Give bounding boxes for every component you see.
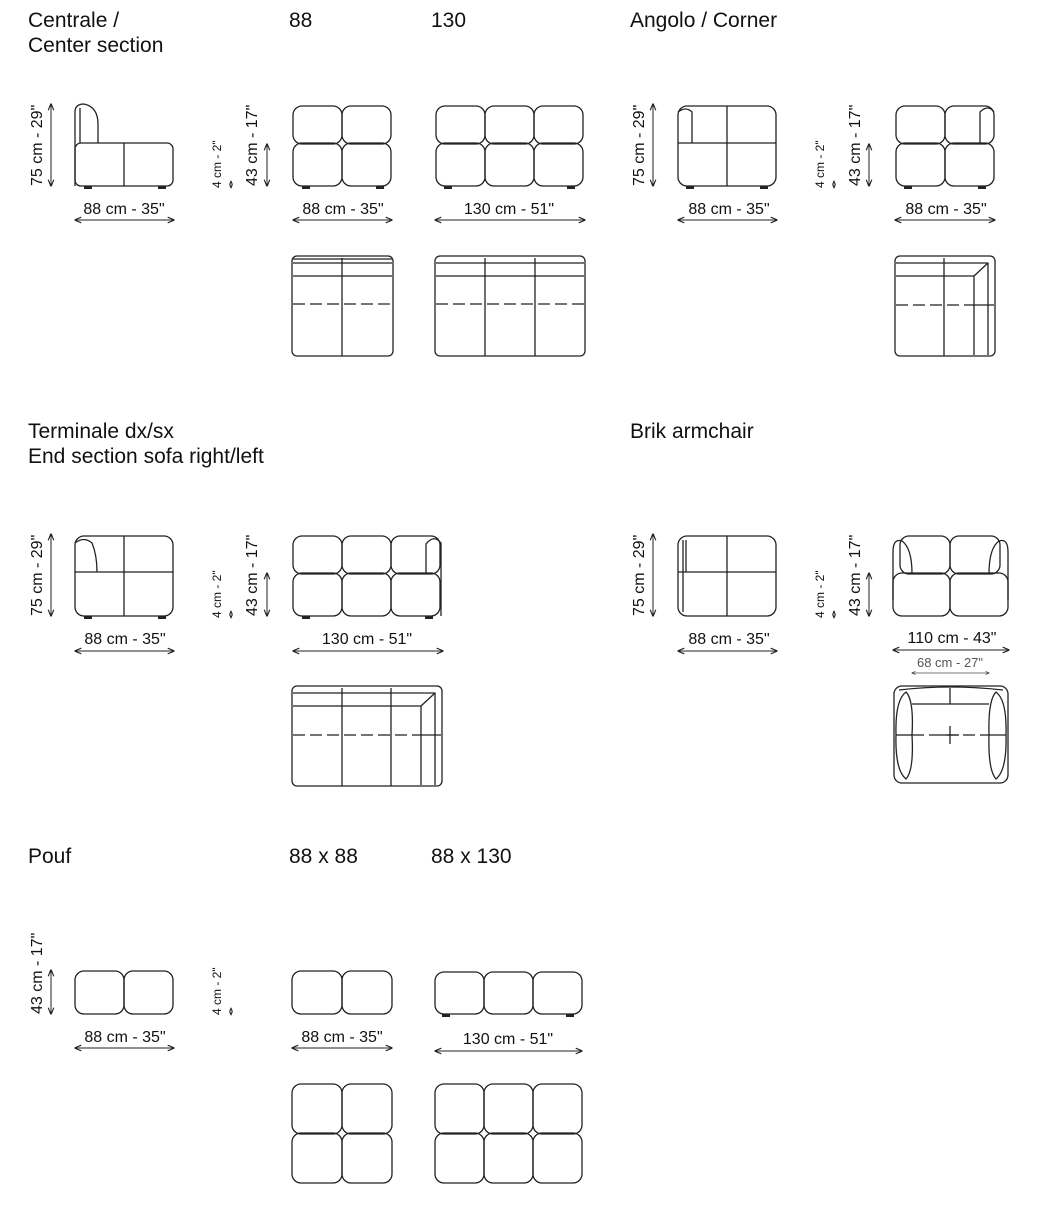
end-height-markers: [210, 535, 267, 618]
section-center: [28, 9, 585, 356]
center-front-130-width-label: 130 cm - 51": [463, 201, 555, 218]
center-front-130: [435, 106, 585, 220]
corner-side-depth-label: 88 cm - 35": [688, 201, 770, 218]
corner-height-markers: [813, 105, 869, 188]
end-seat-height-label: 43 cm - 17": [244, 534, 261, 616]
corner-side-height-label: 75 cm - 29": [631, 104, 648, 186]
armchair-feet-label: 4 cm - 2": [813, 570, 827, 618]
end-top-view: [292, 686, 442, 786]
corner-front-width-label: 88 cm - 35": [905, 201, 987, 218]
pouf-top-130: [435, 1084, 582, 1183]
pouf-side-view: [29, 933, 174, 1048]
corner-top-view: [895, 256, 995, 356]
pouf-side-depth-label: 88 cm - 35": [84, 1029, 166, 1046]
center-front-88: [293, 106, 392, 220]
end-title-en: End section sofa right/left: [28, 445, 264, 468]
armchair-title: Brik armchair: [630, 420, 754, 443]
armchair-height-markers: [813, 535, 869, 618]
corner-feet-label: 4 cm - 2": [813, 140, 827, 188]
armchair-front-view: [893, 536, 1009, 673]
center-top-130: [435, 256, 585, 356]
pouf-front-130-width-label: 130 cm - 51": [462, 1031, 554, 1048]
pouf-feet-label: 4 cm - 2": [210, 967, 224, 1015]
pouf-front-88-width-label: 88 cm - 35": [301, 1029, 383, 1046]
pouf-height-label: 43 cm - 17": [29, 932, 46, 1014]
end-side-view: [29, 534, 174, 651]
center-side-depth-label: 88 cm - 35": [83, 201, 165, 218]
pouf-height-markers: [210, 967, 231, 1015]
center-seat-height-label: 43 cm - 17": [244, 104, 261, 186]
center-column-130: 130: [431, 9, 467, 32]
armchair-side-view: [631, 534, 777, 651]
armchair-side-depth-label: 88 cm - 35": [688, 631, 770, 648]
center-title-en: Center section: [28, 34, 164, 57]
corner-seat-height-label: 43 cm - 17": [847, 104, 864, 186]
pouf-top-88: [292, 1084, 392, 1183]
end-side-height-label: 75 cm - 29": [29, 534, 46, 616]
center-height-markers: [210, 105, 267, 188]
end-front-view: [293, 536, 443, 651]
center-title-it: Centrale /: [28, 9, 120, 32]
pouf-column-88x88: 88 x 88: [289, 845, 358, 868]
center-side-view: [29, 104, 174, 220]
pouf-front-88: [292, 971, 392, 1048]
armchair-inner-width-label: 68 cm - 27": [916, 655, 984, 670]
center-feet-label: 4 cm - 2": [210, 140, 224, 188]
center-top-88: [292, 256, 393, 356]
center-front-88-width-label: 88 cm - 35": [302, 201, 384, 218]
section-armchair: [630, 420, 1009, 783]
corner-title: Angolo / Corner: [630, 9, 778, 32]
section-end: [28, 420, 443, 786]
section-pouf: [28, 845, 582, 1183]
end-title-it: Terminale dx/sx: [28, 420, 174, 443]
end-feet-label: 4 cm - 2": [210, 570, 224, 618]
section-corner: [630, 9, 995, 356]
end-front-width-label: 130 cm - 51": [321, 631, 413, 648]
armchair-top-view: [894, 686, 1008, 783]
pouf-title: Pouf: [28, 845, 72, 868]
armchair-front-width-label: 110 cm - 43": [907, 630, 997, 647]
end-side-depth-label: 88 cm - 35": [84, 631, 166, 648]
corner-front-view: [895, 106, 995, 220]
center-column-88: 88: [289, 9, 313, 32]
pouf-column-88x130: 88 x 130: [431, 845, 512, 868]
center-side-height-label: 75 cm - 29": [29, 104, 46, 186]
armchair-seat-height-label: 43 cm - 17": [847, 534, 864, 616]
pouf-front-130: [435, 972, 582, 1051]
armchair-side-height-label: 75 cm - 29": [631, 534, 648, 616]
corner-side-view: [631, 104, 777, 220]
